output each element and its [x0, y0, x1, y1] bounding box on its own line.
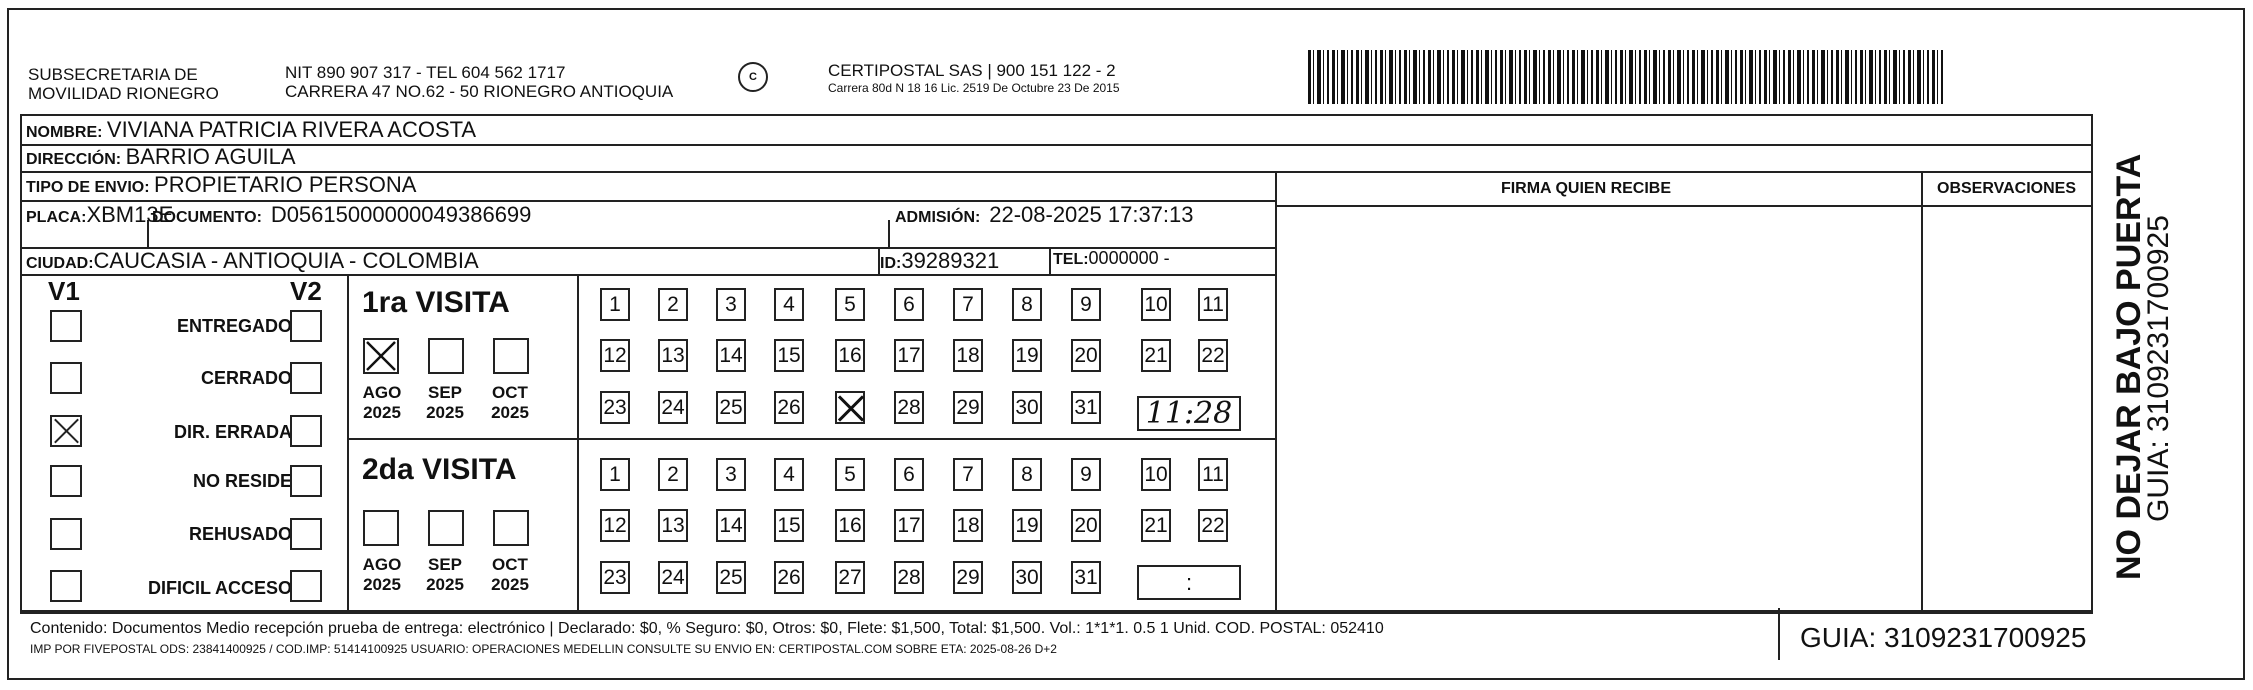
- visit2-day-5-box[interactable]: 5: [835, 458, 865, 491]
- visit1-day-9-box[interactable]: 9: [1071, 288, 1101, 321]
- month-name: SEP: [427, 555, 463, 574]
- visit1-day-2-box[interactable]: 2: [658, 288, 688, 321]
- visit1-day-22-box[interactable]: 22: [1198, 339, 1228, 372]
- visit1-time-value: 11:28: [1145, 396, 1233, 431]
- status-dificil-acceso-label: DIFICIL ACCESO: [147, 578, 292, 598]
- nombre-row: [26, 117, 476, 143]
- check-x-icon: [365, 340, 397, 372]
- visit1-time-field[interactable]: [1137, 396, 1241, 431]
- visit1-day-23-box[interactable]: 23: [600, 391, 630, 424]
- documento-label: DOCUMENTO:: [152, 209, 262, 226]
- status-no-reside-label: NO RESIDE: [192, 471, 292, 491]
- visit2-day-28-box[interactable]: 28: [894, 561, 924, 594]
- visit1-month-oct-checkbox[interactable]: [493, 338, 529, 374]
- visit1-day-26-box[interactable]: 26: [774, 391, 804, 424]
- tel-label: TEL:: [1053, 251, 1089, 268]
- visit1-day-18-box[interactable]: 18: [953, 339, 983, 372]
- visit2-day-25-box[interactable]: 25: [716, 561, 746, 594]
- footer-divider: [1778, 608, 1780, 660]
- visit2-day-9-box[interactable]: 9: [1071, 458, 1101, 491]
- visit2-day-18-box[interactable]: 18: [953, 509, 983, 542]
- visit1-month-sep-checkbox[interactable]: [428, 338, 464, 374]
- visit1-month-oct-label: [483, 383, 537, 423]
- side-guia-text: GUIA: 3109231700925: [2142, 215, 2175, 522]
- status-dir-errada-label: DIR. ERRADA: [173, 422, 292, 442]
- visit1-day-15-box[interactable]: 15: [774, 339, 804, 372]
- documento-value: D05615000000049386699: [270, 202, 532, 227]
- visit2-month-oct-checkbox[interactable]: [493, 510, 529, 546]
- visit1-day-3-box[interactable]: 3: [716, 288, 746, 321]
- nombre-label: NOMBRE:: [26, 124, 103, 141]
- admision-label: ADMISIÓN:: [895, 209, 981, 226]
- visit2-day-10-box[interactable]: 10: [1141, 458, 1171, 491]
- visit1-day-14-box[interactable]: 14: [716, 339, 746, 372]
- tipo-envio-label: TIPO DE ENVIO:: [26, 179, 150, 196]
- id-label: ID:: [880, 255, 902, 272]
- month-year: 2025: [491, 575, 529, 594]
- visit2-day-24-box[interactable]: 24: [658, 561, 688, 594]
- visit1-day-7-box[interactable]: 7: [953, 288, 983, 321]
- visit1-day-28-box[interactable]: 28: [894, 391, 924, 424]
- firma-header: FIRMA QUIEN RECIBE: [1500, 180, 1672, 197]
- visit1-day-25-box[interactable]: 25: [716, 391, 746, 424]
- visit2-day-29-box[interactable]: 29: [953, 561, 983, 594]
- v2-no-reside-checkbox[interactable]: [290, 465, 322, 497]
- visit1-day-31-box[interactable]: 31: [1071, 391, 1101, 424]
- visit2-month-sep-checkbox[interactable]: [428, 510, 464, 546]
- visit2-month-ago-label: [355, 555, 409, 595]
- visit2-day-8-box[interactable]: 8: [1012, 458, 1042, 491]
- tipo-envio-row: [26, 172, 416, 198]
- visit1-day-5-box[interactable]: 5: [835, 288, 865, 321]
- visit2-day-17-box[interactable]: 17: [894, 509, 924, 542]
- visit2-day-11-box[interactable]: 11: [1198, 458, 1228, 491]
- visit2-day-31-box[interactable]: 31: [1071, 561, 1101, 594]
- visit2-day-16-box[interactable]: 16: [835, 509, 865, 542]
- visit2-day-6-box[interactable]: 6: [894, 458, 924, 491]
- visit2-day-15-box[interactable]: 15: [774, 509, 804, 542]
- ciudad-field: [26, 248, 479, 274]
- visit1-day-21-box[interactable]: 21: [1141, 339, 1171, 372]
- visit2-day-20-box[interactable]: 20: [1071, 509, 1101, 542]
- v2-entregado-checkbox[interactable]: [290, 310, 322, 342]
- visit2-day-1-box[interactable]: 1: [600, 458, 630, 491]
- footer-content-line: Contenido: Documentos Medio recepción prueba de entrega: electrónico | Declarado: $0, % Seguro: $0, Otros: $0, Flete: $1,500, Total: $1,500. Vol.: 1*1*1. 0.5 1 Unid. COD. POSTAL: 052410: [30, 620, 1384, 637]
- entity-contact: [285, 63, 673, 101]
- placa-value: XBM13E: [86, 202, 174, 227]
- address-line: CARRERA 47 NO.62 - 50 RIONEGRO ANTIOQUIA: [285, 82, 674, 101]
- visit2-time-value: :: [1185, 570, 1193, 595]
- v2-rehusado-checkbox[interactable]: [290, 518, 322, 550]
- visit1-day-12-box[interactable]: 12: [600, 339, 630, 372]
- v2-label: V2: [290, 276, 322, 306]
- visit1-day-16-box[interactable]: 16: [835, 339, 865, 372]
- admision-field: [895, 202, 1194, 228]
- v1-rehusado-checkbox[interactable]: [50, 518, 82, 550]
- visit2-day-23-box[interactable]: 23: [600, 561, 630, 594]
- visit2-day-4-box[interactable]: 4: [774, 458, 804, 491]
- visit2-month-ago-checkbox[interactable]: [363, 510, 399, 546]
- month-name: SEP: [427, 383, 463, 402]
- visit2-day-3-box[interactable]: 3: [716, 458, 746, 491]
- visit1-day-4-box[interactable]: 4: [774, 288, 804, 321]
- visit1-day-8-box[interactable]: 8: [1012, 288, 1042, 321]
- month-year: 2025: [363, 403, 401, 422]
- visit2-month-sep-label: [418, 555, 472, 595]
- status-cerrado-label: CERRADO: [200, 368, 292, 388]
- v1-cerrado-checkbox[interactable]: [50, 362, 82, 394]
- tel-field: [1053, 248, 1170, 269]
- visit1-day-13-box[interactable]: 13: [658, 339, 688, 372]
- id-value: 39289321: [901, 248, 1000, 273]
- status-entregado-label: ENTREGADO: [176, 316, 292, 336]
- month-name: AGO: [362, 383, 402, 402]
- visit2-day-14-box[interactable]: 14: [716, 509, 746, 542]
- visit1-day-17-box[interactable]: 17: [894, 339, 924, 372]
- month-name: OCT: [492, 555, 528, 574]
- visit2-day-26-box[interactable]: 26: [774, 561, 804, 594]
- id-field: [880, 248, 999, 274]
- v1-label: V1: [48, 276, 80, 306]
- direccion-label: DIRECCIÓN:: [26, 151, 122, 168]
- side-warning-text: NO DEJAR BAJO PUERTA: [2110, 153, 2148, 580]
- visit2-day-12-box[interactable]: 12: [600, 509, 630, 542]
- visit2-day-27-box[interactable]: 27: [835, 561, 865, 594]
- visit2-time-field[interactable]: [1137, 565, 1241, 600]
- admision-value: 22-08-2025 17:37:13: [989, 202, 1194, 227]
- visit2-day-7-box[interactable]: 7: [953, 458, 983, 491]
- documento-field: [152, 202, 531, 228]
- month-year: 2025: [491, 403, 529, 422]
- visit1-day-20-box[interactable]: 20: [1071, 339, 1101, 372]
- visit2-day-2-box[interactable]: 2: [658, 458, 688, 491]
- visit1-month-sep-label: [418, 383, 472, 423]
- month-name: AGO: [362, 555, 402, 574]
- entity-name: [28, 65, 219, 103]
- visit1-day-6-box[interactable]: 6: [894, 288, 924, 321]
- v1-dificil-acceso-checkbox[interactable]: [50, 570, 82, 602]
- visit2-day-30-box[interactable]: 30: [1012, 561, 1042, 594]
- visit2-day-22-box[interactable]: 22: [1198, 509, 1228, 542]
- footer-print-line: IMP POR FIVEPOSTAL ODS: 23841400925 / COD.IMP: 51414100925 USUARIO: OPERACIONES MEDELLIN CONSULTE SU ENVIO EN: CERTIPOSTAL.COM SOBRE ETA: 2025-08-26 D+2: [30, 642, 1057, 656]
- month-name: OCT: [492, 383, 528, 402]
- v1-entregado-checkbox[interactable]: [50, 310, 82, 342]
- visit1-day-1-box[interactable]: 1: [600, 288, 630, 321]
- month-year: 2025: [426, 403, 464, 422]
- carrier-line2: Carrera 80d N 18 16 Lic. 2519 De Octubre 23 De 2015: [828, 81, 1120, 95]
- visit2-day-21-box[interactable]: 21: [1141, 509, 1171, 542]
- barcode-image: [1308, 50, 1943, 104]
- tipo-envio-value: PROPIETARIO PERSONA: [154, 172, 417, 197]
- ciudad-label: CIUDAD:: [26, 255, 94, 272]
- visit1-day-30-box[interactable]: 30: [1012, 391, 1042, 424]
- visit2-day-13-box[interactable]: 13: [658, 509, 688, 542]
- visit1-day-10-box[interactable]: 10: [1141, 288, 1171, 321]
- v2-dificil-acceso-checkbox[interactable]: [290, 570, 322, 602]
- tel-value: 0000000 -: [1088, 248, 1170, 268]
- visit1-day-19-box[interactable]: 19: [1012, 339, 1042, 372]
- v1-dir-errada-checkbox[interactable]: [50, 415, 82, 447]
- visit2-title: 2da VISITA: [362, 453, 517, 486]
- direccion-row: [26, 144, 296, 170]
- visit1-day-27-box[interactable]: [835, 391, 865, 424]
- visit2-day-19-box[interactable]: 19: [1012, 509, 1042, 542]
- v2-cerrado-checkbox[interactable]: [290, 362, 322, 394]
- status-rehusado-label: REHUSADO: [188, 524, 292, 544]
- entity-line1: SUBSECRETARIA DE: [28, 65, 198, 84]
- month-year: 2025: [363, 575, 401, 594]
- month-year: 2025: [426, 575, 464, 594]
- ciudad-value: CAUCASIA - ANTIOQUIA - COLOMBIA: [93, 248, 479, 273]
- visit2-month-oct-label: [483, 555, 537, 595]
- visit1-day-24-box[interactable]: 24: [658, 391, 688, 424]
- v2-dir-errada-checkbox[interactable]: [290, 415, 322, 447]
- nombre-value: VIVIANA PATRICIA RIVERA ACOSTA: [106, 117, 477, 142]
- certipostal-logo-icon: C: [738, 62, 768, 92]
- direccion-value: BARRIO AGUILA: [125, 144, 296, 169]
- footer-guia: GUIA: 3109231700925: [1800, 622, 2087, 653]
- carrier-line1: CERTIPOSTAL SAS | 900 151 122 - 2: [828, 61, 1116, 80]
- nit-line: NIT 890 907 317 - TEL 604 562 1717: [285, 63, 566, 82]
- visit1-day-29-box[interactable]: 29: [953, 391, 983, 424]
- visit1-month-ago-label: [355, 383, 409, 423]
- visit1-title: 1ra VISITA: [362, 286, 510, 319]
- observaciones-header: OBSERVACIONES: [1937, 180, 2076, 197]
- visit1-month-ago-checkbox[interactable]: [363, 338, 399, 374]
- entity-line2: MOVILIDAD RIONEGRO: [28, 84, 219, 103]
- visit1-day-11-box[interactable]: 11: [1198, 288, 1228, 321]
- v1-no-reside-checkbox[interactable]: [50, 465, 82, 497]
- carrier-info: [828, 61, 1120, 96]
- placa-label: PLACA:: [26, 209, 87, 226]
